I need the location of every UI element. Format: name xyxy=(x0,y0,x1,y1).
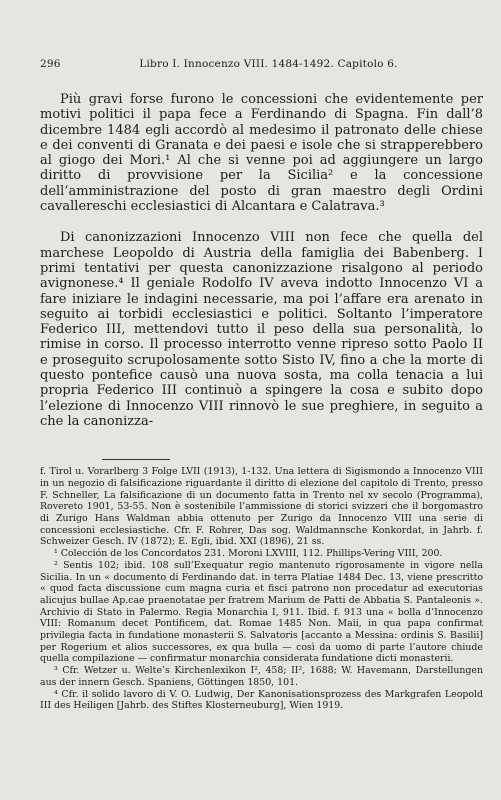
main-text xyxy=(40,92,483,429)
footnote-divider xyxy=(102,459,170,460)
running-title: Libro I. Innocenzo VIII. 1484-1492. Capitolo 6. xyxy=(139,58,398,70)
footnote: ⁴ Cfr. il solido lavoro di V. O. Ludwig, Der Kanonisationsprozess des Markgrafen Leopold III des Heiligen [Jahrb. des Stiftes Klosterneuburg], Wien 1919. xyxy=(40,688,483,712)
paragraph: Più gravi forse furono le concessioni che evidentemente per motivi politici il papa fece a Ferdinando di Spagna. Fin dall’8 dicembre 1484 egli accordò al medesimo il patronato delle chiese e dei conventi di Granata e dei paesi e isole che si strapperebbero al giogo dei Mori.¹ Al che si venne poi ad aggiungere un largo diritto di provvisione per la Sicilia² e la concessione dell’amministrazione del posto di gran maestro degli Ordini cavallereschi ecclesiastici di Alcantara e Calatrava.³ xyxy=(40,92,483,215)
running-header xyxy=(40,58,483,70)
footnote: ² Sentis 102; ibid. 108 sull’Exequatur regio mantenuto rigorosamente in vigore nella Sicilia. In un « documento di Ferdinando dat. in terra Platiae 1484 Dec. 13, viene prescritto « quod facta discussione cum magna curia et fisci patrono non procedatur ad executorias alicujus bullae Ap.cae praenotatae per fratrem Marium de Patti de Abbatia S. Pantaleonis ». Archivio di Stato in Palermo. Regia Monarchia I, 911. Ibid. f. 913 una « bolla d’Innocenzo VIII: Romanum decet Pontificem, dat. Romae 1485 Non. Maii, in qua papa confirmat privilegia facta in fundatione monasterii S. Salvatoris [accanto a Messina: ordinis S. Basilii] per Rogerium et alios successores, ex qua bulla — così da uomo di parte l’autore chiude quella compilazione — confirmatur monarchia considerata fundatione dicti monasterii. xyxy=(40,559,483,665)
page-number: 296 xyxy=(40,58,61,70)
footnote: ¹ Colección de los Concordatos 231. Moroni LXVIII, 112. Phillips-Vering VIII, 200. xyxy=(54,548,443,560)
footnote: f. Tirol u. Vorarlberg 3 Folge LVII (1913), 1-132. Una lettera di Sigismondo a Innocenzo VIII in un negozio di falsificazione riguardante il diritto di elezione del capitolo di Trento, presso F. Schneller, La falsificazione di un documento fatta in Trento nel xv secolo (Programma), Rovereto 1901, 53-55. Non è sostenibile l’ammissione di storici svizzeri che il borgomastro di Zurigo Hans Waldman abbia ottenuto per Zurigo da Innocenzo VIII una serie di concessioni ecclesiastiche. Cfr. F. Rohrer, Das sog. Waldmannsche Konkordat, in Jahrb. f. Schweizer Gesch. IV (1872); E. Egli, ibid. XXI (1896), 21 ss. xyxy=(40,466,483,548)
footnote: ³ Cfr. Wetzer u. Welte’s Kirchenlexikon I², 458; II², 1688; W. Havemann, Darstellungen aus der innern Gesch. Spaniens, Göttingen 1850, 101. xyxy=(40,665,483,688)
footnotes xyxy=(40,466,483,712)
paragraph: Di canonizzazioni Innocenzo VIII non fece che quella del marchese Leopoldo di Austria della famiglia dei Babenberg. I primi tentativi per questa canonizzazione risalgono al periodo avignonese.⁴ Il geniale Rodolfo IV aveva indotto Innocenzo VI a fare iniziare le indagini necessarie, ma poi l’affare era arenato in seguito ai torbidi ecclesiastici e politici. Soltanto l’imperatore Federico III, mettendovi tutto il peso della sua personalità, lo rimise in corso. Il processo interrotto venne ripreso sotto Paolo II e proseguito scrupolosamente sotto Sisto IV, fino a che la morte di questo pontefice causò una nuova sosta, ma colla tenacia a lui propria Federico III continuò a spingere la cosa e subito dopo l’elezione di Innocenzo VIII rinnovò le sue preghiere, in seguito a che la canonizza- xyxy=(40,230,483,429)
